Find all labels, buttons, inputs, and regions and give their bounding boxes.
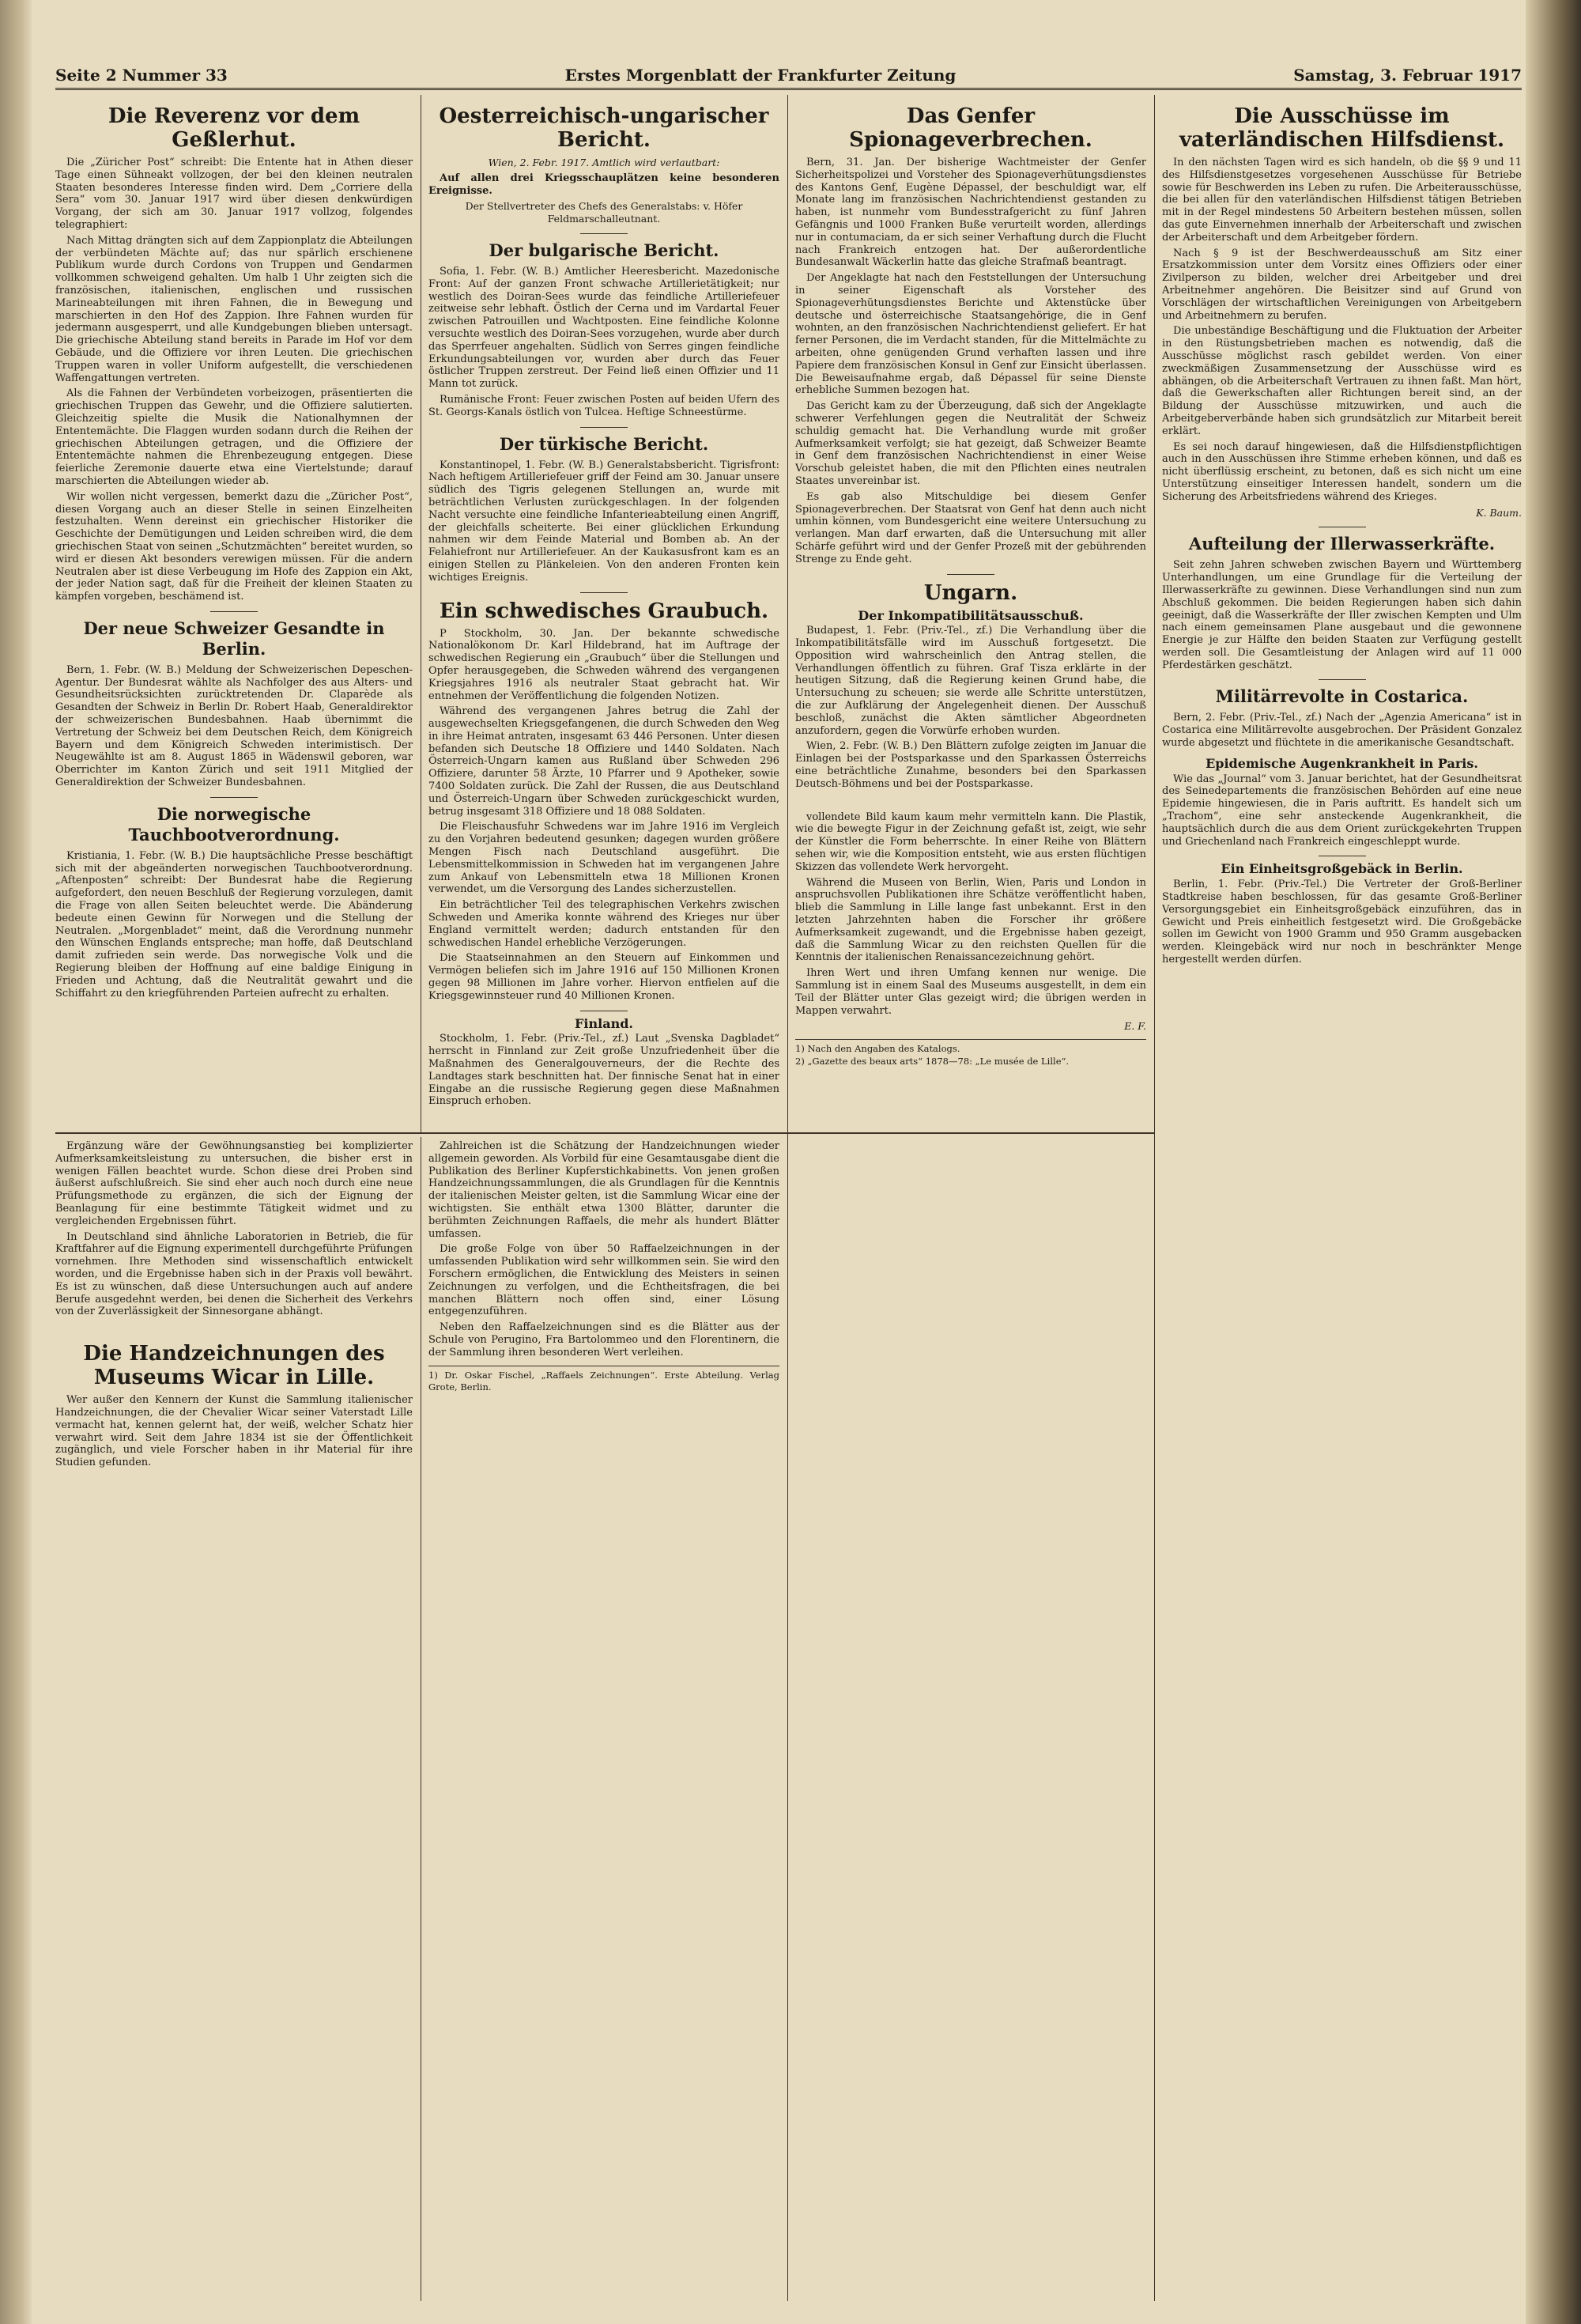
spacer [795, 799, 1146, 811]
paragraph: vollendete Bild kaum kaum mehr vermitteln kann. Die Plastik, wie die bewegte Figur in der Zeichnung gefaßt ist, zeigt, wie sehr der Künstler die Form beherrschte. In einer Reihe von Blättern sehen wir, wie die Komposition entsteht, wie aus ersten flüchtigen Skizzen das vollendete Werk hervorgeht. [795, 811, 1146, 873]
column-3 [795, 100, 1146, 2298]
article-schweizer-gesandte [55, 618, 413, 789]
footnote [795, 1039, 1146, 1068]
masthead-right: Samstag, 3. Februar 1917 [1293, 66, 1522, 85]
page-edge-shadow [1526, 0, 1581, 2324]
article-wicar-continued [795, 811, 1146, 1068]
article-oesterreichischer-bericht [428, 104, 779, 225]
headline: Die Ausschüsse im vaterländischen Hilfsdienst. [1179, 104, 1505, 152]
page-binding-shadow [0, 0, 32, 2324]
headline: Der bulgarische Bericht. [489, 240, 719, 260]
article-genfer-spionage [795, 104, 1146, 566]
paragraph: Budapest, 1. Febr. (Priv.-Tel., zf.) Die Verhandlung über die Inkompatibilitätsfälle wird im Ausschuß fortgesetzt. Die Opposition wird wahrscheinlich den Antrag stellen, die Verhandlungen öffentlich zu führen. Graf Tisza erklärte in der heutigen Sitzung, daß die Regierung keinen Grund habe, die Untersuchung zu scheuen; sie werde alle Schritte unterstützen, die zur Aufklärung der Angelegenheit dienen. Der Ausschuß beschloß, zunächst die Akten sämtlicher Abgeordneten anzufordern, gegen die Vorwürfe erhoben wurden. [795, 625, 1146, 737]
paragraph: Auf allen drei Kriegsschauplätzen keine besonderen Ereignisse. [428, 172, 779, 197]
paragraph: Die „Züricher Post“ schreibt: Die Entente hat in Athen dieser Tage einen Sühneakt vollzogen, der bei den kleinen neutralen Staaten besonderes Interesse finden wird. Dem „Corriere della Sera“ vom 30. Januar 1917 wird über diesen denkwürdigen Vorgang, der sich am 30. Januar 1917 vollzog, folgendes telegraphiert: [55, 157, 413, 231]
article-costarica [1162, 686, 1522, 749]
masthead-left: Seite 2 Nummer 33 [55, 66, 228, 85]
paragraph: Bern, 2. Febr. (Priv.-Tel., zf.) Nach der „Agenzia Americana“ ist in Costarica eine Militärrevolte ausgebrochen. Der Präsident Gonzalez wurde abgesetzt und flüchtete in die amerikanische Gesandtschaft. [1162, 712, 1522, 750]
headline: Oesterreichisch-ungarischer Bericht. [439, 104, 769, 152]
paragraph: P Stockholm, 30. Jan. Der bekannte schwedische Nationalökonom Dr. Karl Hildebrand, hat im Auftrage der schwedischen Regierung ein „Graubuch“ über die Stellungen und Opfer herausgegeben, die Schweden während des vergangenen Kriegsjahres 1916 als neutraler Staat gebracht hat. Wir entnehmen der Veröffentlichung die folgenden Notizen. [428, 627, 779, 702]
article-finland [428, 1015, 779, 1109]
paragraph: Während die Museen von Berlin, Wien, Paris und London in anspruchsvollen Publikationen ihre Schätze veröffentlicht haben, blieb die Sammlung in Lille lange fast unbekannt. Erst in den letzten Jahrzehnten haben die Forscher ihr größere Aufmerksamkeit zugewandt, und die Ergebnisse haben gezeigt, daß die Sammlung Wicar zu den reichsten Quellen für die Kenntnis der italienischen Renaissancezeichnung gehört. [795, 876, 1146, 964]
signature: Der Stellvertreter des Chefs des Generalstabs: v. Höfer Feldmarschalleutnant. [465, 200, 743, 225]
dateline: Wien, 2. Febr. 1917. Amtlich wird verlautbart: [488, 157, 720, 168]
paragraph: In den nächsten Tagen wird es sich handeln, ob die §§ 9 und 11 des Hilfsdienstgesetzes vorgesehenen Ausschüsse für Betriebe sowie für Beschwerden ins Leben zu rufen. Die Arbeiterausschüsse, die bei allen für den vaterländischen Hilfsdienst tätigen Betrieben mit in der Regel mindestens 50 Arbeitern bestehen müssen, sollen das gute Einvernehmen innerhalb der Arbeiterschaft und zwischen der Arbeiterschaft und dem Arbeitgeber fördern. [1162, 157, 1522, 244]
headline: Aufteilung der Illerwasserkräfte. [1188, 534, 1496, 554]
spacer [55, 1321, 413, 1337]
column-2 [428, 100, 779, 1128]
divider [580, 427, 628, 428]
column-1 [55, 100, 413, 1128]
masthead-center: Erstes Morgenblatt der Frankfurter Zeitung [564, 66, 957, 85]
article-geßlerhut [55, 104, 413, 603]
paragraph: In Deutschland sind ähnliche Laboratorien in Betrieb, die für Kraftfahrer auf die Eignung experimentell durchgeführte Prüfungen vornehmen. Ihre Methoden sind wissenschaftlich entwickelt worden, und die Ergebnisse haben sich in der Praxis voll bewährt. Es ist zu wünschen, daß diese Untersuchungen auch auf andere Berufe ausgedehnt werden, bei denen die Sicherheit des Verkehrs von der Zuverlässigkeit der Sinnesorgane abhängt. [55, 1230, 413, 1318]
paragraph: Bern, 1. Febr. (W. B.) Meldung der Schweizerischen Depeschen-Agentur. Der Bundesrat wählte als Nachfolger des aus Alters- und Gesundheitsrücksichten zurücktretenden Dr. Claparède als Gesandten der Schweiz in Berlin Dr. Robert Haab, Generaldirektor der schweizerischen Bundesbahnen. Haab übernimmt die Vertretung der Schweiz bei dem Deutschen Reich, dem Königreich Bayern und dem Königreich Schweden interimistisch. Der Neugewählte ist am 8. August 1865 in Wädenswil geboren, war Oberrichter im Kanton Zürich und seit 1911 Mitglied der Generaldirektion der Schweizer Bundesbahnen. [55, 663, 413, 789]
headline: Finland. [575, 1015, 633, 1031]
paragraph: Kristiania, 1. Febr. (W. B.) Die hauptsächliche Presse beschäftigt sich mit der abgeänderten norwegischen Tauchbootverordnung. „Aftenposten“ schreibt: Der Bundesrat habe die Regierung aufgefordert, den neuen Beschluß der Regierung vorzulegen, damit die Frage von allen Seiten beleuchtet werde. Die Abänderung bedeute einen Gewinn für Norwegen und die Stellung der Neutralen. „Morgenbladet“ meint, daß die Verordnung nunmehr den Wünschen Englands entspreche; man hoffe, daß Deutschland damit zufrieden sein werde. Das norwegische Volk und die Regierung bleiben der Hoffnung auf eine baldige Einigung in Frieden und Achtung, daß die Neutralität gewahrt und die Schiffahrt zu den kriegführenden Parteien aufrecht zu erhalten. [55, 849, 413, 1000]
paragraph: Nach Mittag drängten sich auf dem Zappionplatz die Abteilungen der verbündeten Mächte auf; das nur spärlich erschienene Publikum wurde durch Cordons von Truppen und Gendarmen vollkommen schweigend gehalten. Um halb 1 Uhr zeigten sich die französischen, italienischen, englischen und russischen Marineabteilungen mit ihren Fahnen, die in Bewegung und marschierten in den Hof des Zappion. Ihre Fahnen wurden für jedermann ausgesperrt, und alle Kundgebungen blieben untersagt. Die griechische Abteilung stand bereits in Parade im Hof vor dem Gebäude, und die Offiziere vor ihren Leuten. Die griechischen Truppen waren in voller Uniform aufgestellt, die verschiedenen Waffengattungen vertreten. [55, 234, 413, 384]
footnote-1: 1) Nach den Angaben des Katalogs. [795, 1043, 960, 1055]
divider [1319, 679, 1366, 680]
headline: Die Handzeichnungen des Museums Wicar in Lille. [83, 1342, 385, 1390]
column-rule [1154, 95, 1155, 2301]
feuilleton-column-1 [55, 1140, 413, 2298]
divider [580, 592, 628, 593]
divider [947, 574, 994, 575]
article-bulgarischer-bericht [428, 240, 779, 419]
paragraph: Ihren Wert und ihren Umfang kennen nur wenige. Die Sammlung ist in einem Saal des Museums ausgestellt, in dem ein Teil der Blätter unter Glas gezeigt wird; die übrigen werden in Mappen verwahrt. [795, 967, 1146, 1017]
paragraph: Neben den Raffaelzeichnungen sind es die Blätter aus der Schule von Perugino, Fra Bartolommeo und den Florentinern, die der Sammlung ihren besonderen Wert verleihen. [428, 1321, 779, 1359]
feuilleton-column-2 [428, 1140, 779, 2298]
headline: Die norwegische Tauchbootverordnung. [128, 803, 340, 845]
footnote-2: 2) „Gazette des beaux arts“ 1878—78: „Le musée de Lille“. [795, 1056, 1070, 1067]
divider [580, 233, 628, 234]
column-4 [1162, 100, 1522, 2298]
paragraph: Ergänzung wäre der Gewöhnungsanstieg bei komplizierter Aufmerksamkeitsleistung zu untersuchen, die bisher erst in wenigen Fällen beachtet wurde. Schon diese drei Proben sind äußerst aufschlußreich. Sie sind eher auch noch durch eine neue Prüfungsmethode zu ergänzen, die sich der Eignung der Beanlagung für eine bestimmte Tätigkeit widmet und zu vergleichenden Ergebnissen führt. [55, 1140, 413, 1227]
paragraph: Es gab also Mitschuldige bei diesem Genfer Spionageverbrechen. Der Staatsrat von Genf hat denn auch nicht umhin können, vom Bundesgericht eine weitere Untersuchung zu verlangen. Man darf erwarten, daß die Untersuchung mit aller Schärfe geführt wird und der Genfer Prozeß mit der gebührenden Strenge zu Ende geht. [795, 490, 1146, 565]
paragraph: Wien, 2. Febr. (W. B.) Den Blättern zufolge zeigten im Januar die Einlagen bei der Postsparkasse und den Sparkassen Österreichs eine beträchtliche Zunahme, besonders bei den Sparkassen Deutsch-Böhmens und bei der Postsparkasse. [795, 740, 1146, 790]
paragraph: Die große Folge von über 50 Raffaelzeichnungen in der umfassenden Publikation wird sehr willkommen sein. Sie wird den Forschern ermöglichen, die Entwicklung des Meisters in seinen Zeichnungen zu verfolgen, und die Echtheitsfragen, die bei manchen Blättern noch offen sind, einer Lösung entgegenzuführen. [428, 1243, 779, 1318]
page-content [55, 57, 1522, 2303]
paragraph: Es sei noch darauf hingewiesen, daß die Hilfsdienstpflichtigen auch in den Ausschüssen ihre Stimme erheben können, und daß es nicht überflüssig erscheint, zu betonen, daß es sich nicht um eine Unterstützung einseitiger Interessen handelt, sondern um die Sicherung des Arbeitsfriedens während des Krieges. [1162, 440, 1522, 503]
paragraph: Wie das „Journal“ vom 3. Januar berichtet, hat der Gesundheitsrat des Seinedepartements die französischen Behörden auf eine neue Epidemie hingewiesen, die in Paris auftritt. Es handelt sich um „Trachom“, eine sehr ansteckende Augenkrankheit, die hauptsächlich durch die aus dem Orient zurückgekehrten Truppen und Griechenland nach Frankreich eingeschleppt wurde. [1162, 773, 1522, 848]
divider [210, 797, 258, 798]
headline: Die Reverenz vor dem Geßlerhut. [108, 104, 360, 152]
headline: Ein schwedisches Graubuch. [439, 599, 769, 623]
paragraph: Sofia, 1. Febr. (W. B.) Amtlicher Heeresbericht. Mazedonische Front: Auf der ganzen Front schwache Artillerietätigkeit; nur westlich des Doiran-Sees wurde das feindliche Artilleriefeuer zeitweise sehr lebhaft. Östlich der Cerna und im Vardartal Feuer zwischen Patrouillen und Wachtposten. Eine feindliche Kolonne versuchte westlich des Doiran-Sees vorzugehen, wurde aber durch das Sperrfeuer angehalten. Südlich von Serres gingen feindliche Erkundungsabteilungen vor, wurden aber durch das Feuer östlicher Truppen zerstreut. Der Feind ließ einen Offizier und 11 Mann tot zurück. [428, 265, 779, 391]
article-illerwasserkraefte [1162, 534, 1522, 671]
article-tuerkischer-bericht [428, 434, 779, 584]
paragraph: Die Fleischausfuhr Schwedens war im Jahre 1916 im Vergleich zu den Vorjahren bedeutend gesunken; dagegen wurden größere Mengen Fisch nach Deutschland ausgeführt. Die Lebensmittelkommission in Schweden hat im vergangenen Jahre zum Ankauf von Lebensmitteln etwa 18 Millionen Kronen verwendet, um die Versorgung des Landes sicherzustellen. [428, 821, 779, 896]
paragraph: Zahlreichen ist die Schätzung der Handzeichnungen wieder allgemein geworden. Als Vorbild für eine Gesamtausgabe dient die Publikation des Berliner Kupferstichkabinetts. Von jenen großen Handzeichnungssammlungen, die als Grundlagen für die Kenntnis der italienischen Meister gelten, ist die Sammlung Wicar eine der wichtigsten. Sie enthält etwa 1300 Blätter, darunter die berühmten Zeichnungen Raffaels, die mehr als hundert Blätter umfassen. [428, 1140, 779, 1240]
paragraph: Wer außer den Kennern der Kunst die Sammlung italienischer Handzeichnungen, die der Chevalier Wicar seiner Vaterstadt Lille vermacht hat, kennen gelernt hat, der weiß, welcher Schatz hier verwahrt wird. Seit dem Jahre 1834 ist sie der Öffentlichkeit zugänglich, und viele Forscher haben in ihr Material für ihre Studien gefunden. [55, 1394, 413, 1469]
headline: Der neue Schweizer Gesandte in Berlin. [83, 618, 385, 659]
paragraph: Stockholm, 1. Febr. (Priv.-Tel., zf.) Laut „Svenska Dagbladet“ herrscht in Finnland zur Zeit große Unzufriedenheit über die Maßnahmen des Generalgouverneurs, der die Rechte des Landtages stark beschnitten hat. Der finnische Senat hat in einer Eingabe an die russische Regierung gegen diese Maßnahmen Einspruch erhoben. [428, 1033, 779, 1108]
signature: K. Baum. [1476, 506, 1522, 519]
article-tauchbootverordnung [55, 804, 413, 1000]
article-einheitsgebaeck [1162, 863, 1522, 965]
headline: Das Genfer Spionageverbrechen. [849, 104, 1092, 152]
article-schwedisches-graubuch [428, 599, 779, 1003]
paragraph: Die Staatseinnahmen an den Steuern auf Einkommen und Vermögen beliefen sich im Jahre 1916 auf 150 Millionen Kronen gegen 98 Millionen im Jahre vorher. Hiervon entfielen auf die Kriegsgewinnsteuer rund 40 Millionen Kronen. [428, 952, 779, 1002]
paragraph: Rumänische Front: Feuer zwischen Posten auf beiden Ufern des St. Georgs-Kanals östlich von Tulcea. Heftige Schneestürme. [428, 393, 779, 418]
paragraph: Ein beträchtlicher Teil des telegraphischen Verkehrs zwischen Schweden und Amerika konnte während des Krieges nur über England vermittelt werden; dadurch entstanden für den schwedischen Handel erhebliche Verzögerungen. [428, 899, 779, 949]
article-ungarn [795, 581, 1146, 791]
subheadline: Der Inkompatibilitätsausschuß. [858, 607, 1084, 623]
headline: Ein Einheitsgroßgebäck in Berlin. [1221, 861, 1463, 877]
article-augenkrankheit [1162, 755, 1522, 848]
paragraph: Während des vergangenen Jahres betrug die Zahl der ausgewechselten Kriegsgefangenen, die durch Schweden den Weg in ihre Heimat antraten, insgesamt 63 446 Personen. Unter diesen befanden sich Deutsche 18 Offiziere und 1440 Soldaten. Nach Österreich-Ungarn kamen aus Rußland über Schweden 296 Offiziere, darunter 58 Ärzte, 10 Pfarrer und 9 Apotheker, sowie 7400 Soldaten zurück. Die Zahl der Russen, die aus Deutschland und Österreich-Ungarn über Schweden zurückgeschickt wurden, betrug insgesamt 318 Offiziere und 18 088 Soldaten. [428, 705, 779, 818]
article-hilfsdienst-ausschuesse [1162, 104, 1522, 519]
paragraph: Bern, 31. Jan. Der bisherige Wachtmeister der Genfer Sicherheitspolizei und Vorsteher des Spionageverhütungsdienstes des Kantons Genf, Eugène Dépassel, der beschuldigt war, elf Monate lang im französischen Nachrichtendienst gestanden zu haben, ist nunmehr vom Bundesstrafgericht zu fünf Jahren Gefängnis und 1000 Franken Buße verurteilt worden, allerdings nur in contumaciam, da er sich seiner Verhaftung durch die Flucht nach Frankreich entzogen hat. Der außerordentliche Bundesanwalt Wäckerlin hatte das gleiche Strafmaß beantragt. [795, 157, 1146, 269]
headline: Ungarn. [923, 580, 1018, 605]
paragraph: Die unbeständige Beschäftigung und die Fluktuation der Arbeiter in den Rüstungsbetrieben machen es notwendig, daß die Ausschüsse möglichst rasch gebildet werden. Von einer zweckmäßigen Zusammensetzung der Ausschüsse wird es abhängen, ob die Arbeiterschaft Vertrauen zu ihnen faßt. Man hört, daß die Gewerkschaften aller Richtungen bereit sind, an der Bildung der Ausschüsse mitzuwirken, und auch die Arbeitgeberverbände haben sich grundsätzlich zur Mitarbeit bereit erklärt. [1162, 325, 1522, 437]
paragraph: Nach § 9 ist der Beschwerdeausschuß am Sitz einer Ersatzkommission unter dem Vorsitz eines Offiziers oder einer Zivilperson zu bilden, welcher drei Arbeitgeber und drei Arbeitnehmer angehören. Die Beisitzer sind auf Grund von Vorschlägen der wirtschaftlichen Vereinigungen von Arbeitgebern und Arbeitnehmern zu berufen. [1162, 247, 1522, 322]
headline: Militärrevolte in Costarica. [1215, 686, 1469, 707]
headline: Der türkische Bericht. [499, 433, 709, 454]
divider [210, 611, 258, 612]
masthead [55, 57, 1522, 90]
footnote: 1) Dr. Oskar Fischel, „Raffaels Zeichnungen“. Erste Abteilung. Verlag Grote, Berlin. [428, 1366, 779, 1395]
paragraph: Seit zehn Jahren schweben zwischen Bayern und Württemberg Unterhandlungen, um eine Grundlage für die Verteilung der Illerwasserkräfte zu gewinnen. Diese Verhandlungen sind nun zum Abschluß gekommen. Die beiden Regierungen haben sich dahin geeinigt, daß die Wasserkräfte der Iller zwischen Kempten und Ulm nach einem gemeinsamen Plane ausgebaut und die gewonnene Energie je zur Hälfte den beiden Staaten zur Verfügung gestellt werden soll. Die Gesamtleistung der Anlagen wird auf 11 000 Pferdestärken geschätzt. [1162, 559, 1522, 671]
headline: Epidemische Augenkrankheit in Paris. [1206, 755, 1478, 771]
column-rule [787, 95, 788, 2301]
paragraph: Konstantinopel, 1. Febr. (W. B.) Generalstabsbericht. Tigrisfront: Nach heftigem Artilleriefeuer griff der Feind am 30. Januar unsere südlich des Tigris gelegenen Stellungen an, wurde mit beträchtlichen Verlusten zurückgeschlagen. In der folgenden Nacht versuchte eine feindliche Infanterieabteilung einen Angriff, der gleichfalls scheiterte. Bei einer glücklichen Erkundung nahmen wir dem Feinde Material und Bomben ab. An der Felahiefront nur Artilleriefeuer. An der Kaukasusfront kam es an einigen Stellen zu Plänkeleien. Von den anderen Fronten kein wichtiges Ereignis. [428, 459, 779, 584]
paragraph: Wir wollen nicht vergessen, bemerkt dazu die „Züricher Post“, diesen Vorgang auch an dieser Stelle in seinen Einzelheiten festzuhalten. Wenn dereinst ein griechischer Historiker die Geschichte der Demütigungen und Leiden schreiben wird, die dem griechischen Staat von seinen „Schutzmächten“ bereitet wurden, so wird er diesen Akt besonders verewigen müssen. Für die andern Neutralen aber ist diese Verbeugung im Hofe des Zappion ein Akt, der jeder Nation sagt, daß für die Freiheit der kleinen Staaten zu kämpfen vorgeben, beschämend ist. [55, 490, 413, 603]
signature: E. F. [1124, 1020, 1146, 1033]
paragraph: Berlin, 1. Febr. (Priv.-Tel.) Die Vertreter der Groß-Berliner Stadtkreise haben beschlossen, für das gesamte Groß-Berliner Versorgungsgebiet ein Einheitsgroßgebäck einzuführen, das in Gewicht und Preis einheitlich festgesetzt wird. Die Großgebäcke sollen im Gewicht von 1900 Gramm und 950 Gramm ausgebacken werden. Kleingebäck wird nur noch in beschränkter Menge hergestellt werden dürfen. [1162, 879, 1522, 966]
paragraph: Als die Fahnen der Verbündeten vorbeizogen, präsentierten die griechischen Truppen das Gewehr, und die Offiziere salutierten. Gleichzeitig spielte die Musik die Nationalhymnen der Ententemächte. Die Flaggen wurden sodann durch die Reihen der griechischen Abteilungen getragen, und die Offiziere der Ententemächte nahmen die Ehrenbezeugung entgegen. Diese feierliche Zeremonie dauerte etwa eine Viertelstunde; darauf marschierten die Abteilungen wieder ab. [55, 387, 413, 487]
paragraph: Das Gericht kam zu der Überzeugung, daß sich der Angeklagte schwerer Verfehlungen gegen die Neutralität der Schweiz schuldig gemacht hat. Die Verhandlung wurde mit großer Aufmerksamkeit verfolgt; sie hat gezeigt, daß Schweizer Beamte in Genf dem französischen Nachrichtendienst in einer Weise Vorschub geleistet haben, die mit den Pflichten eines neutralen Staates unvereinbar ist. [795, 400, 1146, 487]
paragraph: Der Angeklagte hat nach den Feststellungen der Untersuchung in seiner Eigenschaft als Vorsteher des Spionageverhütungsdienstes Berichte und Aktenstücke über deutsche und österreichische Staatsangehörige, die in Genf wohnten, an den französischen Nachrichtendienst geliefert. Er hat ferner Personen, die im Verdacht standen, für die Mittelmächte zu arbeiten, ohne genügenden Grund verhaften lassen und ihre Papiere dem französischen Konsul in Genf zur Einsicht überlassen. Die Beweisaufnahme ergab, daß Dépassel für seine Dienste erhebliche Summen bezogen hat. [795, 272, 1146, 397]
